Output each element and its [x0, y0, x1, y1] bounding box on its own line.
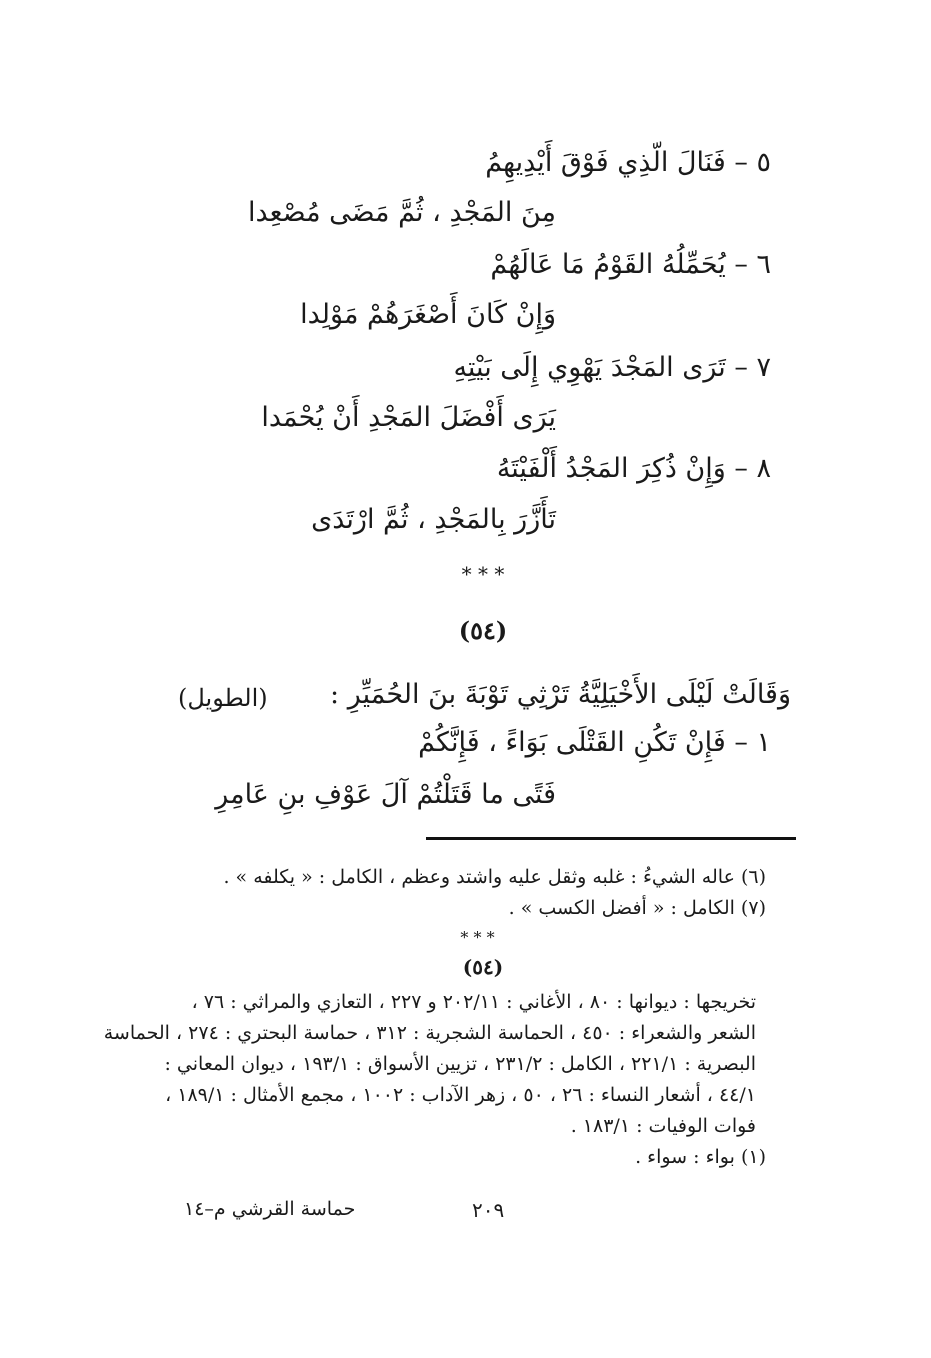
footnote-separator: * * *: [460, 928, 495, 947]
verse-7-first: ٧ – تَرَى المَجْدَ يَهْوِي إِلَى بَيْتِهِ: [453, 352, 771, 383]
verse-5-second: مِنَ المَجْدِ ، ثُمَّ مَضَى مُصْعِدا: [247, 197, 556, 228]
section-number: (٥٤): [458, 616, 508, 645]
takhrij-line-2: الشعر والشعراء : ٤٥٠ ، الحماسة الشجرية : ٣١٢ ، حماسة البحتري : ٢٧٤ ، الحماسة: [103, 1022, 756, 1044]
verse-1-second: فَتًى ما قَتَلْتُمْ آلَ عَوْفِ بنِ عَامِرِ: [215, 779, 556, 810]
takhrij-line-1: تخريجها : ديوانها : ٨٠ ، الأغاني : ٢٠٢/١١ و ٢٢٧ ، التعازي والمراثي : ٧٦ ،: [191, 991, 756, 1013]
takhrij-line-3: البصرية : ٢٢١/١ ، الكامل : ٢٣١/٢ ، تزيين الأسواق : ١٩٣/١ ، ديوان المعاني :: [164, 1053, 756, 1075]
footnote-rule: [426, 837, 796, 840]
takhrij-line-5: فوات الوفيات : ١٨٣/١ .: [570, 1115, 756, 1137]
verse-number: ٧: [756, 352, 771, 383]
verse-number: ٥: [756, 147, 771, 178]
takhrij-line-4: ٤٤/١ ، أشعار النساء : ٢٦ ، ٥٠ ، زهر الآداب : ١٠٠٢ ، مجمع الأمثال : ١٨٩/١ ،: [165, 1084, 756, 1106]
verse-8-first: ٨ – وَإِنْ ذُكِرَ المَجْدُ أَلْفَيْتَهُ: [496, 453, 771, 484]
verse-number: ٨: [756, 453, 771, 484]
verse-5-first: ٥ – فَنَالَ الّذِي فَوْقَ أَيْدِيهِمُ: [485, 147, 771, 178]
verse-6-second: وَإِنْ كَانَ أَصْغَرَهُمْ مَوْلِدا: [300, 299, 556, 330]
footnote-7: (٧) الكامل : « أفضل الكسب » .: [508, 897, 766, 919]
hemistich: فَإِنْ تَكُنِ القَتْلَى بَوَاءً ، فَإِنَّكُمْ: [418, 727, 726, 758]
footnote-6: (٦) عاله الشيءُ : غلبه وثقل عليه واشتد وعظم ، الكامل : « يكلفه » .: [223, 866, 766, 888]
footnote-1: (١) بواء : سواء .: [635, 1146, 766, 1168]
poem-meter: (الطويل): [178, 684, 268, 712]
footnote-section-number: (٥٤): [462, 955, 504, 979]
hemistich: وَإِنْ ذُكِرَ المَجْدُ أَلْفَيْتَهُ: [496, 453, 726, 484]
hemistich: تَرَى المَجْدَ يَهْوِي إِلَى بَيْتِهِ: [453, 352, 726, 383]
hemistich: فَنَالَ الّذِي فَوْقَ أَيْدِيهِمُ: [485, 147, 726, 178]
hemistich: يُحَمِّلُهُ القَوْمُ مَا عَالَهُمْ: [490, 249, 726, 280]
section-separator: * * *: [461, 562, 505, 586]
verse-number: ٦: [756, 249, 771, 280]
verse-1-first: ١ – فَإِنْ تَكُنِ القَتْلَى بَوَاءً ، فَإِنَّكُمْ: [418, 727, 771, 758]
verse-number: ١: [756, 727, 771, 758]
verse-6-first: ٦ – يُحَمِّلُهُ القَوْمُ مَا عَالَهُمْ: [490, 249, 771, 280]
page-signature: حماسة القرشي م–١٤: [184, 1198, 356, 1220]
verse-7-second: يَرَى أَفْضَلَ المَجْدِ أَنْ يُحْمَدا: [261, 402, 556, 433]
page-number: ٢٠٩: [472, 1198, 505, 1222]
verse-8-second: تَأَزَّرَ بِالمَجْدِ ، ثُمَّ ارْتَدَى: [311, 504, 556, 535]
poem-intro: وَقَالَتْ لَيْلَى الأَخْيَلِيَّةُ تَرْثِي تَوْبَةَ بنَ الحُمَيِّرِ :: [330, 679, 791, 710]
